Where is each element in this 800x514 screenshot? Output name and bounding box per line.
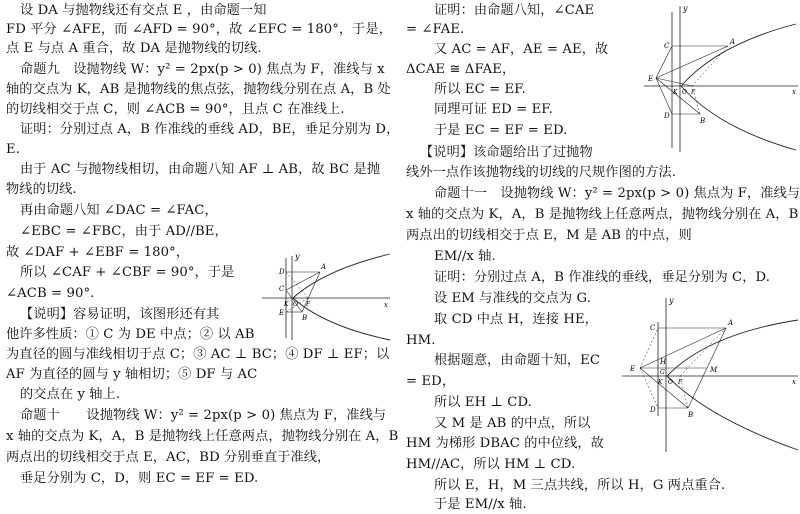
fig10-parabola xyxy=(681,24,796,150)
text-line: FD 平分 ∠AFE，而 ∠AFD = 90°，故 ∠EFC = 180°，于是， xyxy=(6,22,393,37)
text-line: 他许多性质：① C 为 DE 中点；② 以 AB xyxy=(6,327,255,342)
text-line: 证明：由命题八知，∠CAE xyxy=(434,3,595,18)
text-line: E. xyxy=(6,142,21,157)
fig11-label: y xyxy=(669,296,674,305)
fig10-label: F xyxy=(691,89,696,96)
text-line: 【说明】该命题给出了过抛物 xyxy=(420,145,593,160)
text-line: AF 为直径的圆与 y 轴相切；⑤ DF 与 AC xyxy=(6,367,258,382)
text-line: ΔCAE ≅ ΔFAE， xyxy=(406,62,516,77)
text-line: 故 ∠DAF + ∠EBF = 180°， xyxy=(6,245,190,260)
text-line: 于是 EC = EF = ED. xyxy=(434,123,568,138)
text-line: 再由命题八知 ∠DAC = ∠FAC， xyxy=(20,203,218,218)
text-line: 两点出的切线相交于点 E，AC，BD 分别垂直于准线， xyxy=(6,450,331,465)
text-line: 垂足分别为 C，D，则 EC = EF = ED. xyxy=(20,471,259,486)
fig10-label: K xyxy=(673,89,678,96)
text-line: HM 为梯形 DBAC 的中位线，故 xyxy=(406,436,604,451)
text-line: 所以 EH ⊥ CD. xyxy=(434,395,532,410)
fig9-label: F xyxy=(306,301,311,308)
text-line: ∠ACB = 90°. xyxy=(6,286,95,301)
text-line: 为直径的圆与准线相切于点 C；③ AC ⊥ BC；④ DF ⊥ EF；以 xyxy=(6,347,390,362)
fig11-label: H xyxy=(660,358,667,366)
fig10-label: O xyxy=(682,89,687,96)
fig10-label: C xyxy=(664,42,670,50)
fig11-parabola xyxy=(667,320,798,450)
fig10-tangent-ea xyxy=(656,46,728,78)
text-line: 【说明】容易证明，该图形还有其 xyxy=(20,307,220,322)
fig11-label: C xyxy=(650,324,656,332)
text-line: 物线的切线. xyxy=(6,182,77,197)
fig11-label: G xyxy=(660,369,665,376)
text-line: x 轴的交点为 K，A，B 是抛物线上任意两点，抛物线分别在 A，B xyxy=(406,207,799,222)
fig9-label: B xyxy=(302,314,308,322)
fig10-label: E xyxy=(648,75,654,83)
fig10-label: D xyxy=(664,112,670,120)
text-line: 同理可证 ED = EF. xyxy=(434,102,553,117)
fig9-label: y xyxy=(295,252,300,261)
fig10-segment-ef xyxy=(656,78,692,86)
fig9-tangent-ca xyxy=(286,272,320,290)
fig11-label: F xyxy=(678,379,683,386)
fig9-label: K xyxy=(284,301,289,308)
text-line: 所以 E，H，M 三点共线，所以 H，G 两点重合. xyxy=(434,478,726,493)
text-line: HM. xyxy=(406,333,436,348)
text-line: 所以 EC = EF. xyxy=(434,82,526,97)
figure-proposition-11 xyxy=(622,294,800,454)
fig11-label: K xyxy=(658,379,663,386)
fig11-segment-af xyxy=(680,328,726,376)
text-line: 由于 AC 与抛物线相切，由命题八知 AF ⊥ AB，故 BC 是抛 xyxy=(20,162,381,177)
text-line: 轴的交点为 K，AB 是抛物线的焦点弦，抛物线分别在点 A，B 处 xyxy=(6,82,391,97)
fig9-parabola xyxy=(293,254,390,340)
fig10-segment-ed xyxy=(656,78,672,114)
fig10-label: y xyxy=(683,4,688,13)
text-line: 两点出的切线相交于点 E，M 是 AB 的中点，则 xyxy=(406,228,692,243)
fig10-segment-af xyxy=(692,46,728,86)
fig11-segment-ed xyxy=(640,368,658,408)
fig9-label: C xyxy=(279,285,285,293)
text-line: EM//x 轴. xyxy=(434,249,496,264)
text-line: 命题十一 设抛物线 W：y² = 2px(p > 0) 焦点为 F，准线与 xyxy=(434,186,800,201)
fig10-label: A xyxy=(730,38,736,46)
fig11-label: B xyxy=(688,411,694,419)
text-line: 于是 EM//x 轴. xyxy=(434,497,527,512)
text-line: 又 M 是 AB 的中点，所以 xyxy=(434,416,591,431)
text-line: 设 DA 与抛物线还有交点 E ，由命题一知 xyxy=(20,3,267,18)
text-line: 证明：分别过点 A，B 作准线的垂线，垂足分别为 C，D. xyxy=(434,270,771,285)
fig9-label: D xyxy=(279,268,285,276)
text-line: 线外一点作该抛物线的切线的尺规作图的方法. xyxy=(406,165,677,180)
text-line: 的切线相交于点 C，则 ∠ACB = 90°，且点 C 在准线上. xyxy=(6,102,345,117)
text-line: x 轴的交点为 K，A，B 是抛物线上任意两点，抛物线分别在 A，B xyxy=(6,429,399,444)
text-line: ∠EBC = ∠FBC，由于 AD//BE， xyxy=(20,224,228,239)
text-line: HM//AC，所以 HM ⊥ CD. xyxy=(406,457,576,472)
fig11-label: M xyxy=(710,366,718,374)
text-line: 根据题意，由命题十知，EC xyxy=(434,353,601,368)
fig9-chord-ab xyxy=(302,272,320,312)
text-line: = ED， xyxy=(406,374,456,389)
fig11-label: E xyxy=(630,365,636,373)
fig11-label: O xyxy=(668,379,673,386)
fig9-label: x xyxy=(384,301,388,309)
figure-proposition-9 xyxy=(262,250,392,342)
text-line: 所以 ∠CAF + ∠CBF = 90°，于是 xyxy=(20,265,235,280)
fig11-label: A xyxy=(728,319,734,327)
text-line: 又 AC = AF，AE = AE，故 xyxy=(434,42,609,57)
text-line: 取 CD 中点 H，连接 HE， xyxy=(434,312,598,327)
fig9-label: E xyxy=(279,309,285,317)
fig11-label: D xyxy=(650,406,656,414)
text-line: 的交点在 y 轴上. xyxy=(20,387,121,402)
text-line: 证明：分别过点 A，B 作准线的垂线 AD，BE，垂足分别为 D， xyxy=(20,122,400,137)
fig9-label: O xyxy=(293,301,298,308)
fig11-segment-ec xyxy=(640,328,658,368)
text-line: 设 EM 与准线的交点为 G. xyxy=(434,291,591,306)
text-line: 命题九 设抛物线 W：y² = 2px(p > 0) 焦点为 F，准线与 x xyxy=(20,62,385,77)
fig10-label: B xyxy=(700,117,706,125)
figure-proposition-10 xyxy=(644,2,800,154)
text-line: = ∠FAE. xyxy=(406,22,465,37)
fig11-label: x xyxy=(792,378,796,386)
fig9-label: A xyxy=(321,263,327,271)
fig10-label: x xyxy=(792,88,796,96)
fig10-tangent-eb xyxy=(656,78,700,114)
text-line: 命题十 设抛物线 W：y² = 2px(p > 0) 焦点为 F，准线与 xyxy=(20,408,387,423)
text-line: 点 E 与点 A 重合，故 DA 是抛物线的切线. xyxy=(6,41,262,56)
fig10-segment-ec xyxy=(656,46,672,78)
